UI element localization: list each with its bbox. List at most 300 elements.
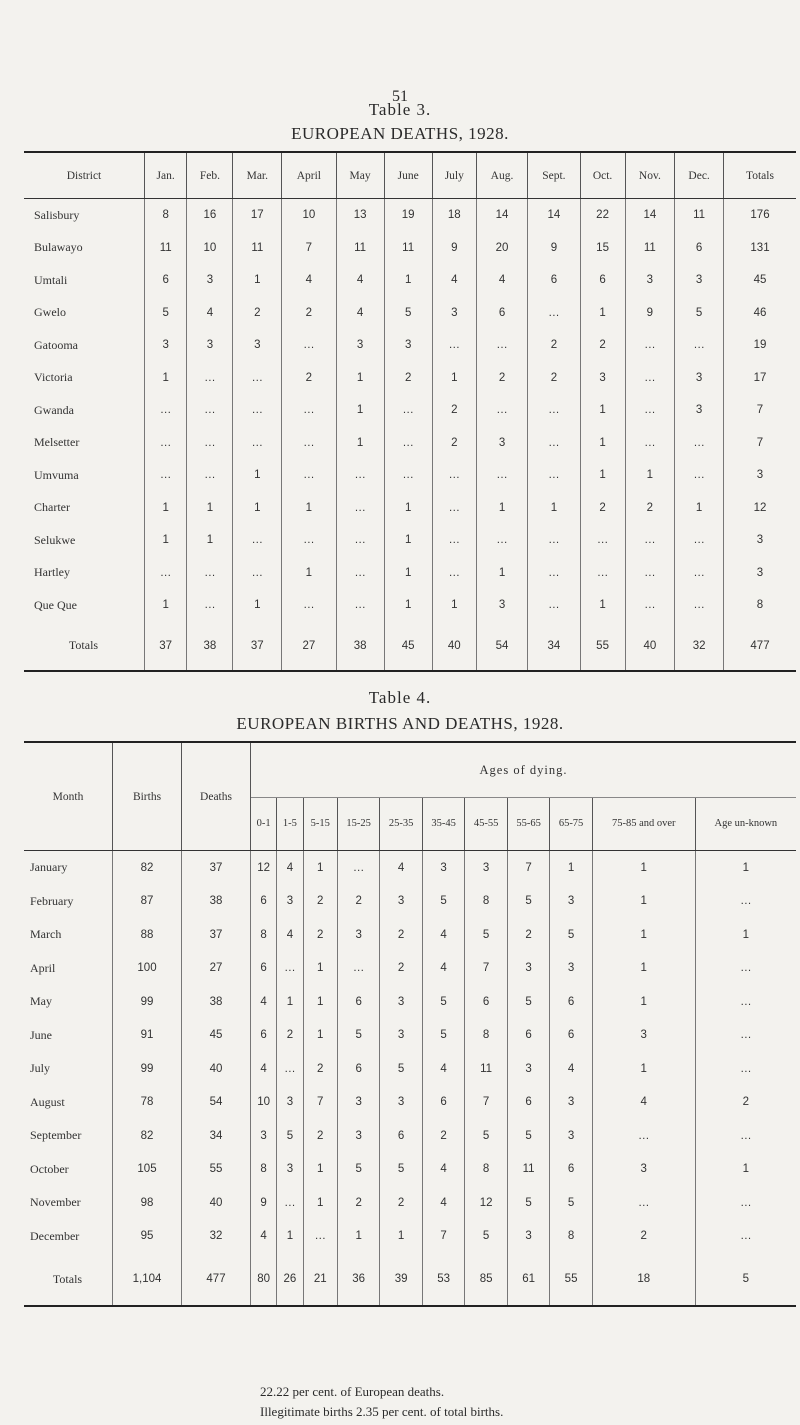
cell-value: 5 — [380, 1153, 422, 1187]
total-value: 34 — [528, 622, 581, 671]
cell-value: 4 — [380, 851, 422, 885]
cell-value: 4 — [251, 1052, 277, 1086]
total-value: 45 — [384, 622, 432, 671]
cell-value: 5 — [337, 1153, 379, 1187]
cell-value: 10 — [251, 1086, 277, 1120]
cell-value: … — [303, 1220, 337, 1254]
cell-value: … — [528, 557, 581, 590]
cell-value: 1 — [592, 952, 695, 986]
cell-value: 1 — [145, 589, 187, 622]
cell-value: … — [145, 557, 187, 590]
cell-value: 3 — [507, 1220, 549, 1254]
cell-value: 40 — [182, 1186, 251, 1220]
cell-value: 3 — [550, 952, 592, 986]
cell-value: … — [233, 427, 282, 460]
total-value: 477 — [182, 1253, 251, 1306]
cell-value: 2 — [282, 362, 336, 395]
header-column: Dec. — [675, 152, 724, 199]
page-number: 51 — [392, 88, 408, 105]
header-age-group: 25-35 — [380, 798, 422, 851]
month-name: April — [24, 952, 113, 986]
cell-value: 7 — [507, 851, 549, 885]
cell-value: … — [740, 1129, 752, 1142]
cell-value: 91 — [113, 1019, 182, 1053]
total-value: 85 — [465, 1253, 507, 1306]
cell-value: 1 — [336, 427, 384, 460]
cell-value: 4 — [592, 1086, 695, 1120]
cell-value: … — [476, 524, 527, 557]
total-value: 21 — [303, 1253, 337, 1306]
cell-value: … — [187, 557, 233, 590]
cell-value: 5 — [507, 985, 549, 1019]
cell-value: 2 — [380, 918, 422, 952]
header-births: Births — [113, 742, 182, 851]
month-name: September — [24, 1119, 113, 1153]
cell-value: 1 — [675, 492, 724, 525]
header-age-group: 65-75 — [550, 798, 592, 851]
cell-value: … — [277, 952, 303, 986]
total-value: 5 — [742, 1273, 750, 1285]
header-month: Month — [24, 742, 113, 851]
cell-value: … — [432, 329, 476, 362]
cell-value: 8 — [465, 1153, 507, 1187]
cell-value: 19 — [753, 339, 767, 352]
cell-value: 45 — [753, 274, 767, 287]
cell-value: … — [625, 427, 675, 460]
cell-value: 9 — [625, 297, 675, 330]
cell-value: … — [336, 557, 384, 590]
table-4-title: EUROPEAN BIRTHS AND DEATHS, 1928. — [236, 714, 564, 733]
cell-value: 11 — [384, 232, 432, 265]
cell-value: 5 — [422, 985, 464, 1019]
cell-value: … — [625, 329, 675, 362]
cell-value: 1 — [282, 492, 336, 525]
cell-value: … — [432, 524, 476, 557]
cell-value: 3 — [187, 329, 233, 362]
cell-value: 3 — [380, 985, 422, 1019]
cell-value: 3 — [233, 329, 282, 362]
cell-value: 15 — [580, 232, 625, 265]
cell-value: … — [740, 1196, 752, 1209]
table-row — [24, 952, 796, 986]
header-column: Totals — [724, 152, 797, 199]
cell-value: 1 — [277, 985, 303, 1019]
table-row — [24, 232, 796, 265]
cell-value: 5 — [550, 1186, 592, 1220]
cell-value: 1 — [580, 394, 625, 427]
totals-label: Totals — [24, 622, 145, 671]
cell-value: 4 — [251, 1220, 277, 1254]
cell-value: 6 — [145, 264, 187, 297]
cell-value: 5 — [507, 1186, 549, 1220]
month-name: June — [24, 1019, 113, 1053]
cell-value: 1 — [384, 264, 432, 297]
cell-value: 4 — [277, 918, 303, 952]
district-name: Bulawayo — [24, 232, 145, 265]
cell-value: 40 — [182, 1052, 251, 1086]
cell-value: 3 — [337, 1119, 379, 1153]
cell-value: 11 — [507, 1153, 549, 1187]
total-value: 26 — [277, 1253, 303, 1306]
total-value: 1,104 — [113, 1253, 182, 1306]
cell-value: 3 — [550, 885, 592, 919]
cell-value: 2 — [380, 1186, 422, 1220]
cell-value: 2 — [303, 1052, 337, 1086]
district-name: Salisbury — [24, 199, 145, 232]
cell-value: 100 — [113, 952, 182, 986]
cell-value: 3 — [187, 264, 233, 297]
cell-value: 6 — [380, 1119, 422, 1153]
table-row — [24, 1119, 796, 1153]
cell-value: 2 — [476, 362, 527, 395]
header-age-group: Age un-known — [695, 798, 796, 851]
cell-value: … — [337, 952, 379, 986]
cell-value: … — [740, 895, 752, 908]
cell-value: … — [580, 524, 625, 557]
cell-value: 38 — [182, 885, 251, 919]
district-name: Umvuma — [24, 459, 145, 492]
cell-value: 3 — [476, 427, 527, 460]
cell-value: 3 — [336, 329, 384, 362]
cell-value: … — [740, 995, 752, 1008]
cell-value: 3 — [380, 1019, 422, 1053]
cell-value: 2 — [303, 1119, 337, 1153]
total-value: 36 — [337, 1253, 379, 1306]
table-row — [24, 329, 796, 362]
cell-value: … — [528, 524, 581, 557]
district-name: Gatooma — [24, 329, 145, 362]
cell-value: 6 — [550, 985, 592, 1019]
cell-value: 6 — [251, 952, 277, 986]
cell-value: 3 — [251, 1119, 277, 1153]
header-column: Jan. — [145, 152, 187, 199]
header-age-group: 5-15 — [303, 798, 337, 851]
cell-value: 11 — [625, 232, 675, 265]
cell-value: 1 — [384, 524, 432, 557]
header-district: District — [24, 152, 145, 199]
cell-value: 1 — [580, 459, 625, 492]
cell-value: … — [187, 362, 233, 395]
cell-value: 1 — [303, 985, 337, 1019]
header-age-group: 1-5 — [277, 798, 303, 851]
cell-value: 5 — [507, 1119, 549, 1153]
cell-value: 34 — [182, 1119, 251, 1153]
cell-value: 3 — [507, 952, 549, 986]
cell-value: 82 — [113, 851, 182, 885]
cell-value: 8 — [251, 918, 277, 952]
cell-value: 5 — [465, 918, 507, 952]
cell-value: … — [675, 589, 724, 622]
month-name: August — [24, 1086, 113, 1120]
cell-value: … — [675, 524, 724, 557]
european-births-deaths-table — [24, 741, 796, 1307]
cell-value: … — [282, 427, 336, 460]
cell-value: … — [336, 589, 384, 622]
header-ages-of-dying: Ages of dying. — [251, 742, 797, 798]
cell-value: 2 — [432, 427, 476, 460]
cell-value: 3 — [384, 329, 432, 362]
cell-value: 2 — [303, 885, 337, 919]
cell-value: 3 — [675, 394, 724, 427]
cell-value: 98 — [113, 1186, 182, 1220]
cell-value: 1 — [303, 1186, 337, 1220]
cell-value: 5 — [422, 1019, 464, 1053]
cell-value: 4 — [277, 851, 303, 885]
table-row — [24, 362, 796, 395]
cell-value: 4 — [251, 985, 277, 1019]
cell-value: … — [282, 524, 336, 557]
cell-value: 1 — [303, 952, 337, 986]
cell-value: 3 — [145, 329, 187, 362]
cell-value: 3 — [380, 1086, 422, 1120]
cell-value: 4 — [282, 264, 336, 297]
cell-value: … — [384, 427, 432, 460]
cell-value: 5 — [380, 1052, 422, 1086]
cell-value: 2 — [282, 297, 336, 330]
cell-value: … — [740, 1062, 752, 1075]
header-age-group: 35-45 — [422, 798, 464, 851]
cell-value: … — [528, 394, 581, 427]
cell-value: 5 — [465, 1119, 507, 1153]
district-name: Melsetter — [24, 427, 145, 460]
cell-value: 4 — [476, 264, 527, 297]
cell-value: … — [528, 459, 581, 492]
cell-value: 3 — [592, 1019, 695, 1053]
month-name: February — [24, 885, 113, 919]
cell-value: 7 — [756, 436, 764, 449]
table-row — [24, 1186, 796, 1220]
cell-value: … — [384, 459, 432, 492]
cell-value: 3 — [337, 918, 379, 952]
cell-value: 11 — [233, 232, 282, 265]
header-age-group: 15-25 — [337, 798, 379, 851]
cell-value: … — [187, 459, 233, 492]
month-name: July — [24, 1052, 113, 1086]
cell-value: 1 — [742, 928, 750, 941]
cell-value: 7 — [465, 952, 507, 986]
table-row — [24, 1153, 796, 1187]
month-name: May — [24, 985, 113, 1019]
cell-value: 37 — [182, 918, 251, 952]
cell-value: … — [282, 329, 336, 362]
district-name: Hartley — [24, 557, 145, 590]
cell-value: 8 — [756, 599, 764, 612]
table-row — [24, 1019, 796, 1053]
cell-value: 99 — [113, 985, 182, 1019]
cell-value: 3 — [380, 885, 422, 919]
table-row — [24, 885, 796, 919]
totals-row — [24, 1253, 796, 1306]
cell-value: … — [282, 459, 336, 492]
cell-value: … — [675, 329, 724, 362]
month-name: March — [24, 918, 113, 952]
cell-value: 9 — [251, 1186, 277, 1220]
table-row — [24, 918, 796, 952]
cell-value: … — [675, 427, 724, 460]
cell-value: 9 — [528, 232, 581, 265]
cell-value: 3 — [756, 566, 764, 579]
table-row — [24, 459, 796, 492]
cell-value: 1 — [384, 557, 432, 590]
cell-value: 5 — [384, 297, 432, 330]
header-column: Sept. — [528, 152, 581, 199]
cell-value: 2 — [580, 329, 625, 362]
cell-value: 1 — [476, 492, 527, 525]
cell-value: … — [145, 459, 187, 492]
cell-value: 4 — [422, 918, 464, 952]
cell-value: 131 — [750, 241, 770, 254]
cell-value: 1 — [380, 1220, 422, 1254]
cell-value: 82 — [113, 1119, 182, 1153]
header-age-group: 0-1 — [251, 798, 277, 851]
cell-value: 6 — [422, 1086, 464, 1120]
cell-value: 3 — [675, 264, 724, 297]
cell-value: … — [592, 1186, 695, 1220]
cell-value: 1 — [187, 492, 233, 525]
cell-value: 12 — [251, 851, 277, 885]
cell-value: 4 — [550, 1052, 592, 1086]
cell-value: 6 — [465, 985, 507, 1019]
cell-value: 6 — [507, 1086, 549, 1120]
cell-value: 46 — [753, 306, 767, 319]
cell-value: 3 — [756, 469, 764, 482]
cell-value: 1 — [592, 885, 695, 919]
total-value: 18 — [592, 1253, 695, 1306]
cell-value: 3 — [625, 264, 675, 297]
header-column: Aug. — [476, 152, 527, 199]
cell-value: 6 — [580, 264, 625, 297]
table-row — [24, 297, 796, 330]
cell-value: … — [384, 394, 432, 427]
total-value: 53 — [422, 1253, 464, 1306]
cell-value: 38 — [182, 985, 251, 1019]
cell-value: … — [528, 589, 581, 622]
cell-value: 3 — [277, 1153, 303, 1187]
cell-value: 7 — [282, 232, 336, 265]
cell-value: 3 — [432, 297, 476, 330]
total-value: 80 — [251, 1253, 277, 1306]
district-name: Gwanda — [24, 394, 145, 427]
cell-value: … — [233, 394, 282, 427]
cell-value: 2 — [384, 362, 432, 395]
cell-value: 2 — [277, 1019, 303, 1053]
cell-value: 2 — [742, 1096, 750, 1109]
cell-value: … — [625, 589, 675, 622]
cell-value: … — [277, 1052, 303, 1086]
cell-value: … — [187, 589, 233, 622]
cell-value: 2 — [528, 329, 581, 362]
cell-value: 8 — [465, 885, 507, 919]
cell-value: 4 — [422, 1186, 464, 1220]
cell-value: 19 — [384, 199, 432, 232]
cell-value: 78 — [113, 1086, 182, 1120]
cell-value: 1 — [303, 851, 337, 885]
cell-value: 3 — [756, 534, 764, 547]
cell-value: 3 — [507, 1052, 549, 1086]
cell-value: 2 — [625, 492, 675, 525]
cell-value: 1 — [432, 362, 476, 395]
cell-value: 18 — [432, 199, 476, 232]
cell-value: 1 — [303, 1019, 337, 1053]
cell-value: … — [145, 427, 187, 460]
table-row — [24, 1086, 796, 1120]
cell-value: 2 — [592, 1220, 695, 1254]
cell-value: 1 — [550, 851, 592, 885]
cell-value: 32 — [182, 1220, 251, 1254]
cell-value: 1 — [384, 492, 432, 525]
cell-value: 45 — [182, 1019, 251, 1053]
cell-value: … — [675, 557, 724, 590]
cell-value: 27 — [182, 952, 251, 986]
cell-value: 1 — [233, 589, 282, 622]
table-4-label: Table 4. — [368, 688, 432, 707]
cell-value: 1 — [233, 459, 282, 492]
cell-value: 95 — [113, 1220, 182, 1254]
cell-value: 3 — [476, 589, 527, 622]
table-row — [24, 557, 796, 590]
cell-value: 2 — [528, 362, 581, 395]
total-value: 38 — [187, 622, 233, 671]
cell-value: 10 — [187, 232, 233, 265]
cell-value: 2 — [337, 885, 379, 919]
total-value: 61 — [507, 1253, 549, 1306]
cell-value: 3 — [580, 362, 625, 395]
cell-value: 13 — [336, 199, 384, 232]
cell-value: 87 — [113, 885, 182, 919]
cell-value: … — [432, 492, 476, 525]
cell-value: 6 — [476, 297, 527, 330]
table-row — [24, 524, 796, 557]
total-value: 40 — [432, 622, 476, 671]
cell-value: 5 — [507, 885, 549, 919]
district-name: Que Que — [24, 589, 145, 622]
total-value: 477 — [750, 639, 770, 652]
cell-value: 6 — [337, 985, 379, 1019]
cell-value: … — [187, 427, 233, 460]
cell-value: 14 — [476, 199, 527, 232]
cell-value: … — [432, 459, 476, 492]
cell-value: 5 — [277, 1119, 303, 1153]
cell-value: 1 — [187, 524, 233, 557]
total-value: 55 — [580, 622, 625, 671]
total-value: 54 — [476, 622, 527, 671]
cell-value: 4 — [432, 264, 476, 297]
table-row — [24, 394, 796, 427]
cell-value: 1 — [580, 297, 625, 330]
cell-value: 9 — [432, 232, 476, 265]
table-row — [24, 264, 796, 297]
cell-value: … — [282, 589, 336, 622]
header-column: June — [384, 152, 432, 199]
cell-value: 4 — [336, 264, 384, 297]
cell-value: 3 — [277, 885, 303, 919]
cell-value: 3 — [550, 1086, 592, 1120]
cell-value: 1 — [233, 264, 282, 297]
cell-value: 55 — [182, 1153, 251, 1187]
header-column: Mar. — [233, 152, 282, 199]
cell-value: 16 — [187, 199, 233, 232]
cell-value: 4 — [422, 1052, 464, 1086]
cell-value: 10 — [282, 199, 336, 232]
cell-value: 3 — [277, 1086, 303, 1120]
header-age-group: 75-85 and over — [592, 798, 695, 851]
month-name: January — [24, 851, 113, 885]
cell-value: 8 — [145, 199, 187, 232]
header-column: Feb. — [187, 152, 233, 199]
table-row — [24, 199, 796, 232]
cell-value: 7 — [756, 404, 764, 417]
cell-value: 1 — [592, 918, 695, 952]
